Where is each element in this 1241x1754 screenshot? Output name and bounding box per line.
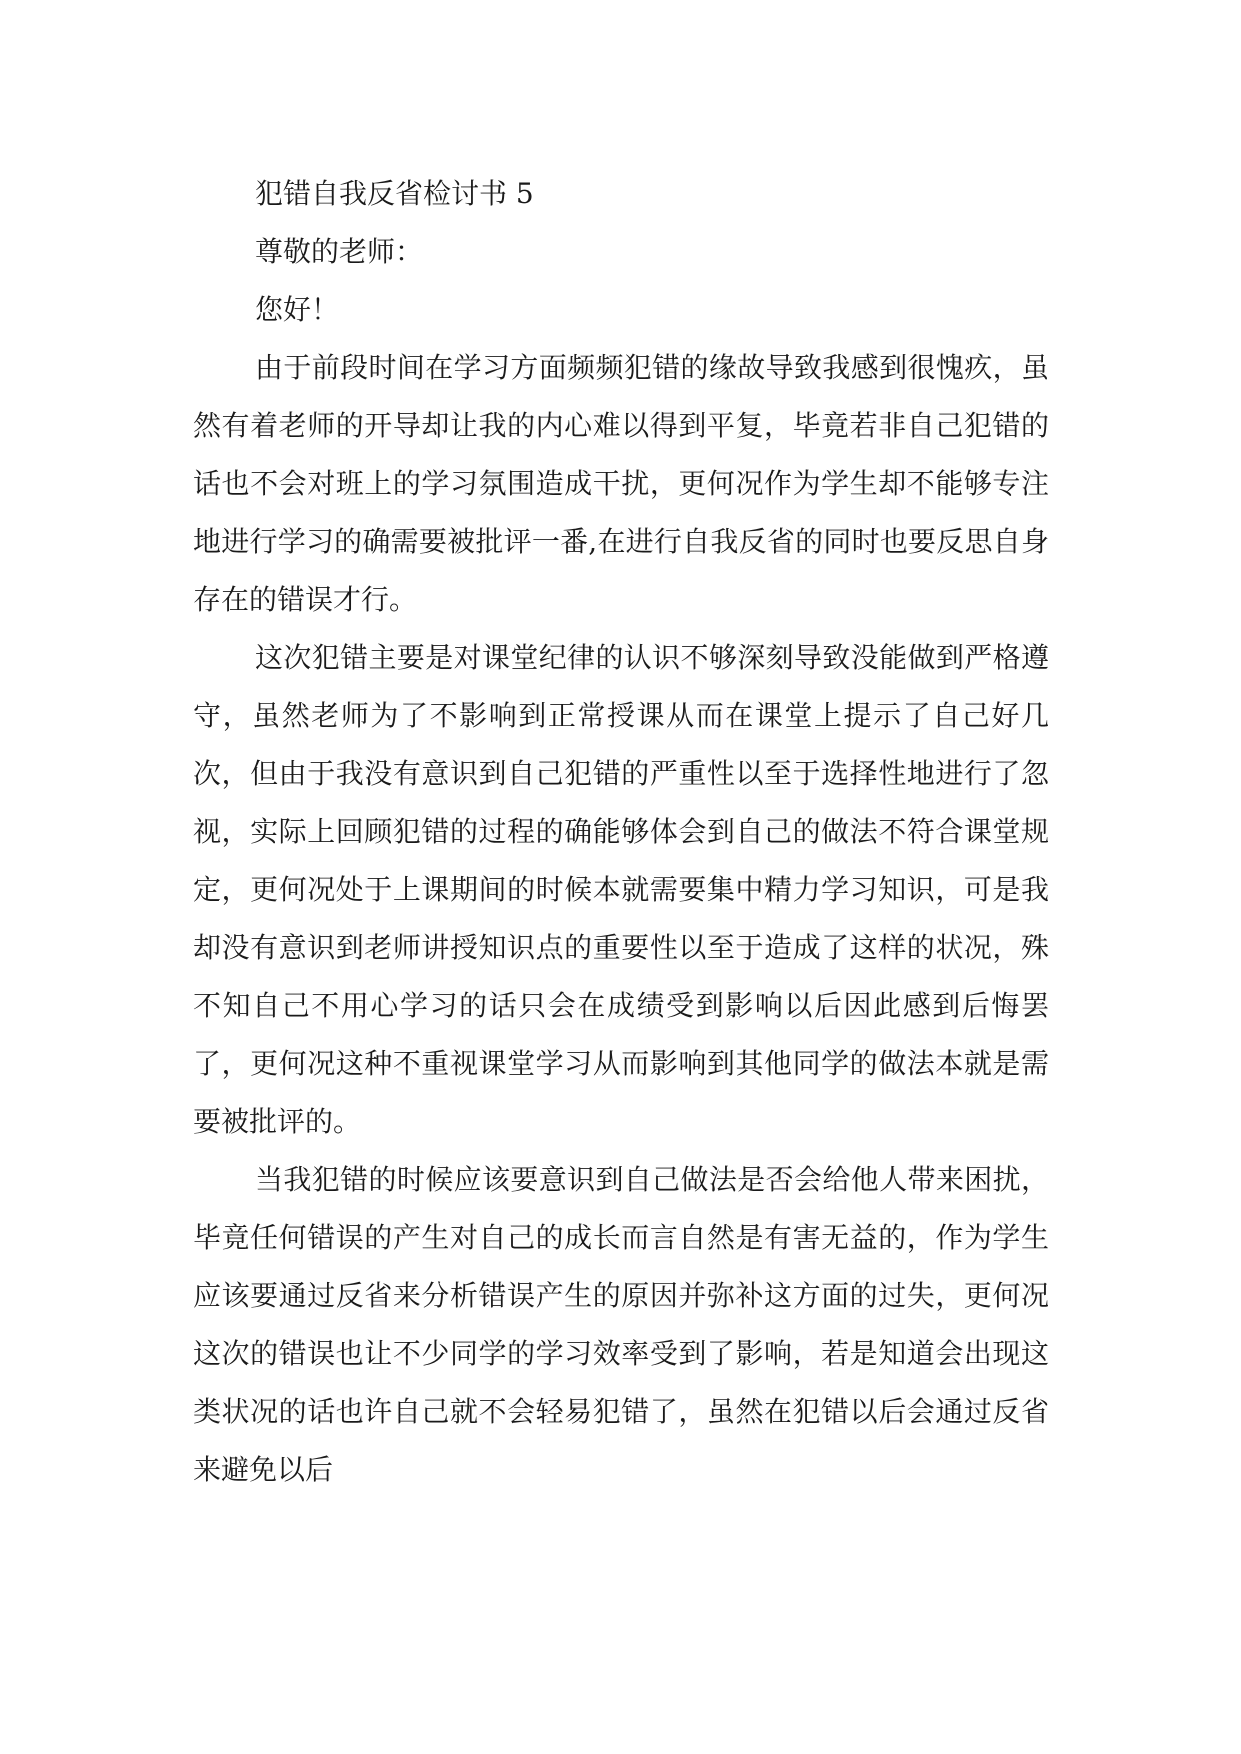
paragraph-3: 当我犯错的时候应该要意识到自己做法是否会给他人带来困扰，毕竟任何错误的产生对自己的成长而言自然是有害无益的，作为学生应该要通过反省来分析错误产生的原因并弥补这方面的过失，更何况这次的错误也让不少同学的学习效率受到了影响，若是知道会出现这类状况的话也许自己就不会轻易犯错了，虽然在犯错以后会通过反省来避免以后 [193,1163,1049,1486]
document-body [193,165,1049,1499]
salutation: 尊敬的老师： [255,235,424,268]
document-title: 犯错自我反省检讨书 5 [255,177,534,210]
greeting: 您好！ [255,293,340,326]
paragraph-1: 由于前段时间在学习方面频频犯错的缘故导致我感到很愧疚，虽然有着老师的开导却让我的内心难以得到平复，毕竟若非自己犯错的话也不会对班上的学习氛围造成干扰，更何况作为学生却不能够专注地进行学习的确需要被批评一番,在进行自我反省的同时也要反思自身存在的错误才行。 [193,351,1049,616]
paragraph-2: 这次犯错主要是对课堂纪律的认识不够深刻导致没能做到严格遵守，虽然老师为了不影响到正常授课从而在课堂上提示了自己好几次，但由于我没有意识到自己犯错的严重性以至于选择性地进行了忽视，实际上回顾犯错的过程的确能够体会到自己的做法不符合课堂规定，更何况处于上课期间的时候本就需要集中精力学习知识，可是我却没有意识到老师讲授知识点的重要性以至于造成了这样的状况，殊不知自己不用心学习的话只会在成绩受到影响以后因此感到后悔罢了，更何况这种不重视课堂学习从而影响到其他同学的做法本就是需要被批评的。 [193,641,1049,1138]
